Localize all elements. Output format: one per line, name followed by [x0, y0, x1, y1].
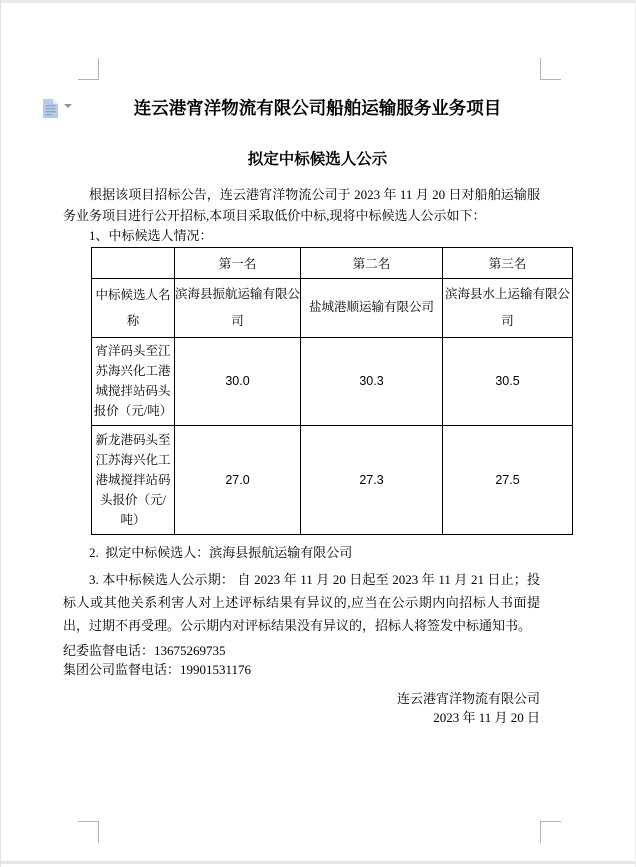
signature-date: 2023 年 11 月 20 日: [433, 710, 540, 725]
text-boundary-mark-top-left: [78, 58, 99, 80]
candidate-1-name: 滨海县振航运输有限公司: [175, 278, 301, 337]
document-subtitle: 拟定中标候选人公示: [247, 151, 388, 168]
price-row-xiaoyang-wharf: [92, 337, 573, 425]
page-edge-bottom: [0, 861, 636, 864]
item-3-paragraph: 3. 本中标候选人公示期： 自 2023 年 11 月 20 日起至 2023 年 11 月 21 日止；投标人或其他关系利害人对上述评标结果有异议的,应当在公示期内向招标人书面提出，过期不再受理。公示期内对评标结果没有异议的，招标人将签发中标通知书。: [63, 571, 540, 633]
table-corner-cell: [92, 247, 175, 278]
price-cell: 27.5: [443, 425, 573, 534]
candidate-3-name: 滨海县水上运输有限公司: [443, 278, 573, 337]
document-title: 连云港宵洋物流有限公司船舶运输服务业务项目: [133, 98, 502, 118]
intro-paragraph: 根据该项目招标公告，连云港宵洋物流公司于 2023 年 11 月 20 日对船舶运输服务业务项目进行公开招标,本项目采取低价中标,现将中标候选人公示如下：: [63, 187, 540, 223]
table-header-rank-1: 第一名: [175, 247, 301, 278]
table-header-rank-2: 第二名: [301, 247, 443, 278]
item-2-paragraph: 2. 拟定中标候选人：滨海县振航运输有限公司: [89, 544, 353, 560]
list-item-1: 1、中标候选人情况：: [89, 228, 213, 243]
candidate-name-row: [92, 278, 573, 337]
price-cell: 27.0: [175, 425, 301, 534]
paste-options-icon: [43, 99, 58, 123]
text-boundary-mark-bottom-right: [540, 821, 561, 843]
price-cell: 30.0: [175, 337, 301, 425]
signature-block: [63, 689, 540, 728]
document-body: [63, 96, 570, 728]
table-header-rank-3: 第三名: [443, 247, 573, 278]
page-edge-top: [0, 0, 636, 3]
row-label-xiaoyang-wharf-price: 宵洋码头至江苏海兴化工港城搅拌站码头报价（元/吨）: [92, 337, 175, 425]
page-edge-left: [0, 0, 1, 867]
table-header-row: [92, 247, 573, 278]
price-row-xinlonggang-wharf: [92, 425, 573, 534]
signature-company: 连云港宵洋物流有限公司: [396, 690, 540, 706]
row-label-xinlonggang-wharf-price: 新龙港码头至江苏海兴化工港城搅拌站码头报价（元/吨）: [92, 425, 175, 534]
text-boundary-mark-top-right: [540, 58, 561, 80]
row-label-candidate-name: 中标候选人名称: [92, 278, 175, 337]
phone-line-group: 集团公司监督电话：19901531176: [63, 662, 252, 677]
price-cell: 27.3: [301, 425, 443, 534]
price-cell: 30.5: [443, 337, 573, 425]
candidate-2-name: 盐城港顺运输有限公司: [301, 278, 443, 337]
phone-line-discipline: 纪委监督电话：13675269735: [63, 642, 226, 658]
text-boundary-mark-bottom-left: [78, 821, 99, 843]
candidates-table: [91, 247, 573, 535]
supervision-phones: [63, 641, 540, 680]
price-cell: 30.3: [301, 337, 443, 425]
